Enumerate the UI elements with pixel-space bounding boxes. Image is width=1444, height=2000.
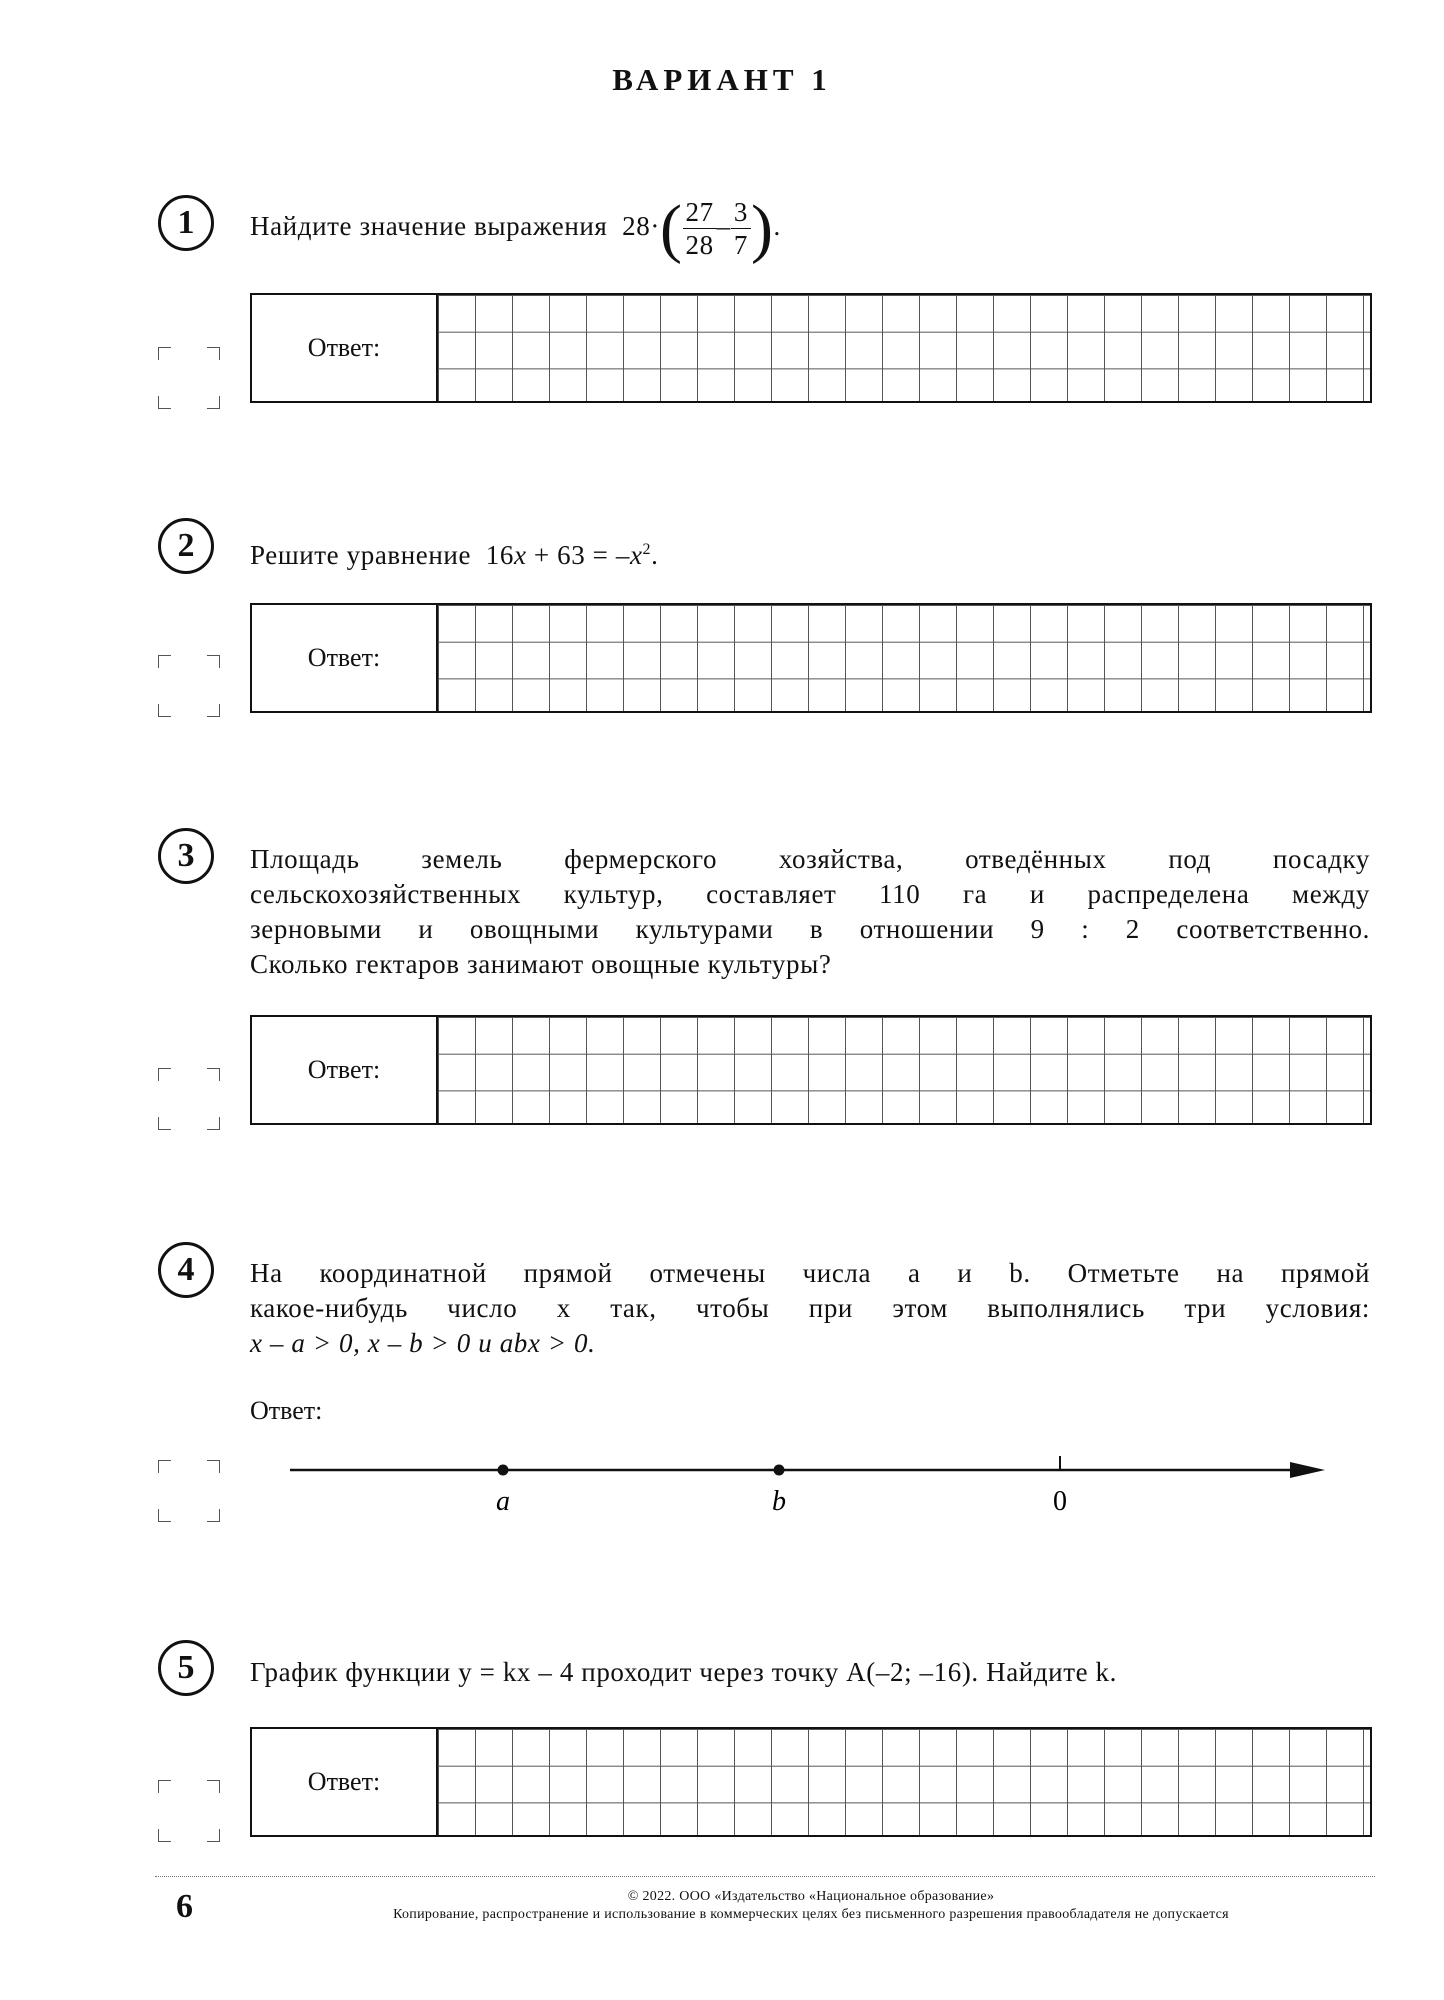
right-paren: ) [750, 191, 774, 265]
task-3-line: зерновыми и овощными культурами в отношении 9 : 2 соответственно. [250, 914, 1370, 944]
label-b: b [772, 1486, 786, 1517]
copyright-notice: Копирование, распространение и использование в коммерческих целях без письменного разрешения правообладателя не допускается [393, 1907, 1229, 1922]
answer-box-3 [250, 1015, 1372, 1125]
grading-marks [158, 347, 220, 409]
answer-box-2 [250, 603, 1372, 713]
fraction-3-7 [731, 196, 751, 261]
grading-marks [158, 1460, 220, 1522]
equation-middle: + 63 = – [526, 540, 630, 570]
answer-box-1 [250, 293, 1372, 403]
fraction-27-28 [683, 196, 717, 261]
label-a: a [496, 1486, 510, 1517]
task-1-coef: 28· [622, 211, 660, 241]
grading-marks [158, 1780, 220, 1842]
fraction-numerator: 27 [683, 196, 717, 229]
task-4-line: какое-нибудь число x так, чтобы при этом выполнялись три условия: [250, 1293, 1370, 1323]
var-x: x [629, 540, 643, 570]
fraction-denominator: 7 [733, 230, 748, 261]
task-number-1: 1 [158, 195, 214, 251]
answer-grid-5[interactable] [438, 1729, 1370, 1835]
task-number-2: 2 [158, 518, 214, 574]
task-4-line: На координатной прямой отмечены числа a и b. Отметьте на прямой [250, 1258, 1370, 1288]
answer-grid-3[interactable] [438, 1017, 1370, 1123]
left-paren: ( [659, 191, 683, 265]
task-number-4: 4 [158, 1242, 214, 1298]
answer-grid-2[interactable] [438, 605, 1370, 711]
minus-sign: – [716, 211, 731, 241]
page-number: 6 [176, 1888, 193, 1925]
grading-marks [158, 1068, 220, 1130]
task-3-text [250, 842, 1370, 982]
number-line[interactable] [280, 1440, 1340, 1520]
fraction-numerator: 3 [731, 196, 751, 229]
grading-marks [158, 655, 220, 717]
point-b-marker [774, 1465, 785, 1476]
footer-divider [155, 1876, 1375, 1877]
task-number-3: 3 [158, 828, 214, 884]
answer-grid-1[interactable] [438, 295, 1370, 401]
task-number-5: 5 [158, 1640, 214, 1696]
label-zero: 0 [1053, 1486, 1067, 1517]
task-1-prompt: Найдите значение выражения [250, 211, 608, 241]
answer-label: Ответ: [252, 1729, 438, 1835]
task-4-line: x – a > 0, x – b > 0 и abx > 0. [250, 1328, 596, 1358]
task-3-line: сельскохозяйственных культур, составляет 110 га и распределена между [250, 879, 1370, 909]
page-title: ВАРИАНТ 1 [612, 62, 832, 97]
task-4-text [250, 1256, 1370, 1361]
var-x: x [513, 540, 527, 570]
period: . [773, 211, 781, 241]
arrow-icon [1290, 1462, 1325, 1478]
answer-label: Ответ: [252, 295, 438, 401]
answer-box-5 [250, 1727, 1372, 1837]
fraction-denominator: 28 [685, 230, 714, 261]
task-2-prompt: Решите уравнение [250, 540, 472, 570]
answer-label: Ответ: [252, 1017, 438, 1123]
task-2-text [250, 532, 1370, 573]
point-a-marker [498, 1465, 509, 1476]
task-1-text [250, 191, 1370, 265]
answer-label: Ответ: [250, 1396, 323, 1425]
task-3-line: Сколько гектаров занимают овощные культуры? [250, 949, 832, 979]
task-5-text: График функции y = kx – 4 проходит через точку A(–2; –16). Найдите k. [250, 1657, 1118, 1687]
copyright: © 2022. ООО «Издательство «Национальное образование» [627, 1889, 995, 1904]
answer-label: Ответ: [252, 605, 438, 711]
equation-coef: 16 [485, 540, 514, 570]
period: . [651, 540, 659, 570]
task-3-line: Площадь земель фермерского хозяйства, отведённых под посадку [250, 844, 1370, 874]
exponent: 2 [642, 541, 652, 558]
